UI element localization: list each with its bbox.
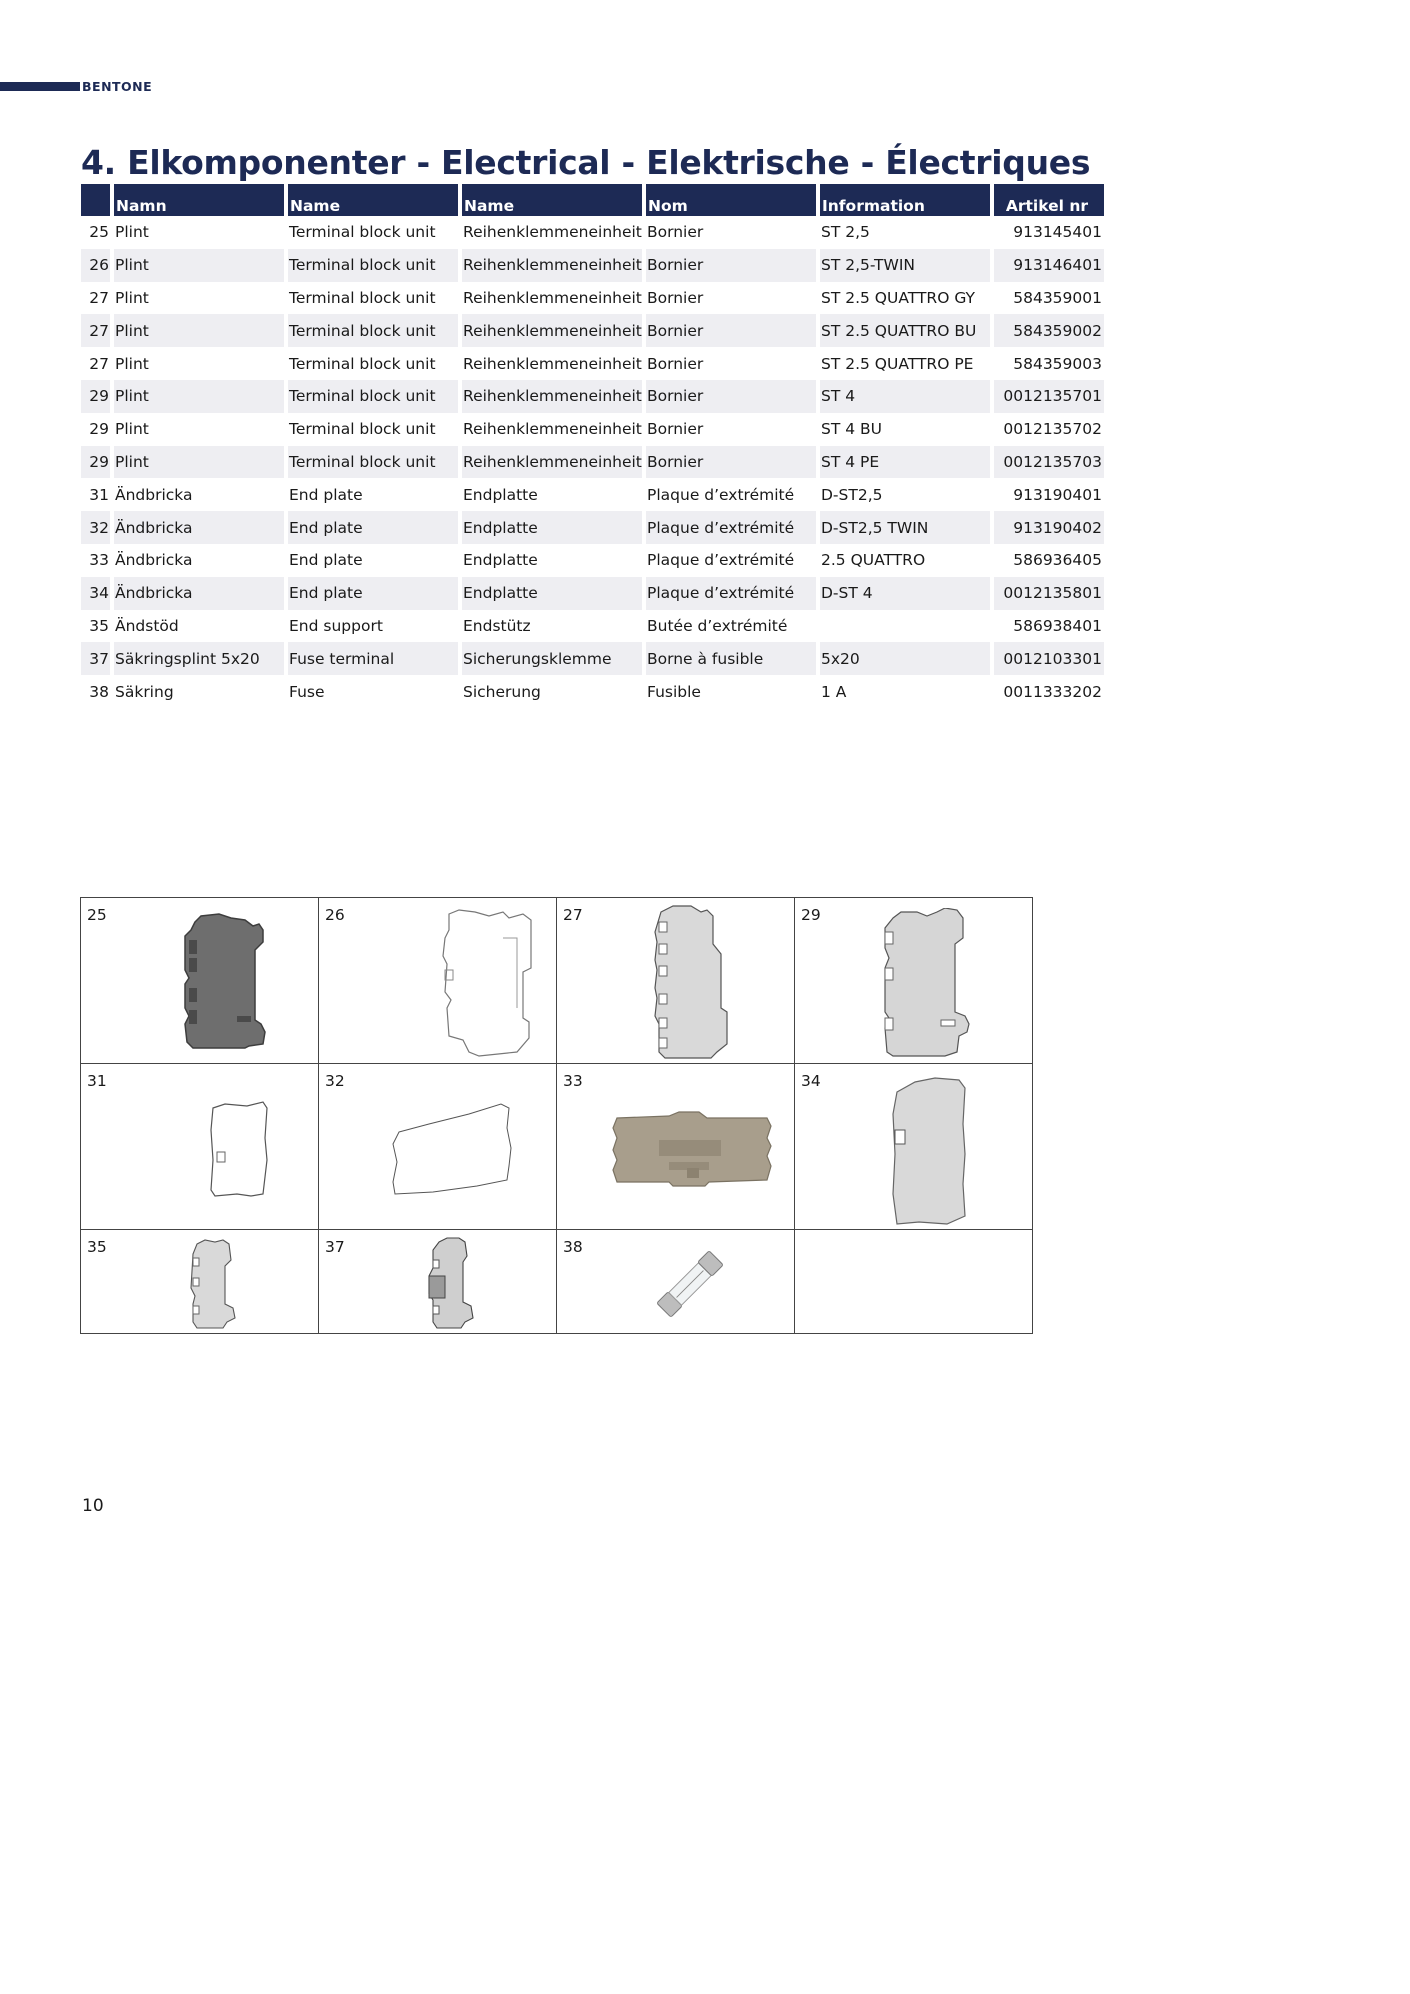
cell-col-nom: Bornier <box>646 446 816 479</box>
cell-col-nom: Bornier <box>647 288 704 307</box>
cell-col-name-en: End plate <box>288 577 458 610</box>
table-row <box>81 413 1104 446</box>
cell-label: 29 <box>801 906 821 924</box>
cell-col-artikel-nr: 586938401 <box>1013 616 1102 635</box>
terminal-block-quattro-icon <box>651 904 731 1060</box>
cell-col-name-de: Sicherungsklemme <box>462 642 642 675</box>
cell-col-nom: Fusible <box>647 682 701 701</box>
cell-col-artikel-nr: 584359003 <box>1013 354 1102 373</box>
cell-col-namn: Ändbricka <box>115 485 193 504</box>
cell-col-name-en: Terminal block unit <box>288 314 458 347</box>
cell-col-number: 38 <box>89 682 109 701</box>
table-body <box>81 216 1104 708</box>
parts-table <box>77 184 1108 708</box>
image-cell <box>319 1230 557 1334</box>
cell-col-name-de: Reihenklemmeneinheit <box>462 249 642 282</box>
cell-col-number: 33 <box>89 551 109 570</box>
cell-col-information: ST 2,5-TWIN <box>820 249 990 282</box>
table-row <box>81 314 1104 347</box>
image-cell <box>81 1064 319 1230</box>
cell-col-number: 31 <box>89 485 109 504</box>
brand-name: BENTONE <box>82 79 153 94</box>
cell-col-namn: Ändbricka <box>114 577 284 610</box>
cell-col-information: ST 2.5 QUATTRO BU <box>820 314 990 347</box>
image-cell <box>795 898 1033 1064</box>
cell-col-information: ST 2.5 QUATTRO GY <box>821 288 976 307</box>
header-col-name-en: Name <box>288 184 458 216</box>
cell-label: 38 <box>563 1238 583 1256</box>
table-row <box>81 249 1104 282</box>
cell-col-artikel-nr: 0012103301 <box>994 642 1104 675</box>
cell-col-number: 35 <box>89 616 109 635</box>
cell-col-name-de: Reihenklemmeneinheit <box>463 288 642 307</box>
cell-col-name-de: Reihenklemmeneinheit <box>463 223 642 242</box>
terminal-block-dark-icon <box>179 912 271 1052</box>
cell-col-name-de: Reihenklemmeneinheit <box>462 446 642 479</box>
cell-col-nom: Plaque d’extrémité <box>646 577 816 610</box>
cell-col-number: 29 <box>81 380 110 413</box>
cell-col-namn: Ändbricka <box>115 551 193 570</box>
table-row <box>81 216 1104 249</box>
table-row <box>81 642 1104 675</box>
cell-col-name-de: Endstütz <box>463 616 531 635</box>
cell-col-name-en: Fuse terminal <box>288 642 458 675</box>
header-col-nom: Nom <box>646 184 816 216</box>
end-plate-outline-icon <box>207 1100 271 1200</box>
cell-col-nom: Butée d’extrémité <box>647 616 788 635</box>
terminal-block-st4-icon <box>879 908 975 1058</box>
cell-col-name-en: Fuse <box>289 682 325 701</box>
cell-col-name-de: Endplatte <box>463 551 538 570</box>
end-plate-quattro-icon <box>609 1110 775 1188</box>
image-cell <box>557 1230 795 1334</box>
cell-col-artikel-nr: 913190401 <box>1013 485 1102 504</box>
cell-col-number: 29 <box>89 420 109 439</box>
cell-col-information: D-ST2,5 TWIN <box>820 511 990 544</box>
image-cell <box>319 898 557 1064</box>
cell-col-name-en: End plate <box>289 485 363 504</box>
cell-col-namn: Ändstöd <box>115 616 179 635</box>
end-plate-st4-icon <box>889 1074 969 1226</box>
cell-col-number: 26 <box>81 249 110 282</box>
header-col-information: Information <box>820 184 990 216</box>
cell-col-nom: Bornier <box>646 314 816 347</box>
cell-col-name-en: Terminal block unit <box>289 223 436 242</box>
cell-col-nom: Bornier <box>647 223 704 242</box>
cell-col-artikel-nr: 0012135702 <box>1003 420 1102 439</box>
cell-col-nom: Bornier <box>647 420 704 439</box>
cell-col-nom: Bornier <box>647 354 704 373</box>
cell-col-nom: Plaque d’extrémité <box>647 485 795 504</box>
table-row <box>81 675 1104 708</box>
cell-col-namn: Plint <box>115 223 149 242</box>
cell-col-name-en: End support <box>289 616 383 635</box>
cell-label: 25 <box>87 906 107 924</box>
cell-col-namn: Plint <box>115 354 149 373</box>
cell-col-namn: Plint <box>115 420 149 439</box>
cell-col-name-en: End plate <box>288 511 458 544</box>
cell-col-artikel-nr: 0011333202 <box>1003 682 1102 701</box>
table-row <box>81 478 1104 511</box>
cell-col-nom: Bornier <box>646 249 816 282</box>
cell-col-number: 32 <box>81 511 110 544</box>
table-row <box>81 577 1104 610</box>
cell-label: 26 <box>325 906 345 924</box>
header-col-number <box>81 184 110 216</box>
cell-label: 33 <box>563 1072 583 1090</box>
fuse-terminal-icon <box>425 1236 485 1330</box>
cell-col-namn: Plint <box>114 314 284 347</box>
cell-label: 32 <box>325 1072 345 1090</box>
page-number: 10 <box>82 1496 104 1516</box>
cell-col-name-de: Reihenklemmeneinheit <box>462 314 642 347</box>
cell-col-namn: Plint <box>114 249 284 282</box>
cell-col-information: D-ST2,5 <box>821 485 883 504</box>
terminal-block-outline-icon <box>439 908 559 1058</box>
cell-col-nom: Bornier <box>646 380 816 413</box>
cell-col-name-de: Reihenklemmeneinheit <box>463 354 642 373</box>
header-col-name-de: Name <box>462 184 642 216</box>
cell-col-artikel-nr: 584359002 <box>994 314 1104 347</box>
cell-col-namn: Plint <box>114 380 284 413</box>
cell-col-nom: Borne à fusible <box>646 642 816 675</box>
cell-col-name-en: Terminal block unit <box>288 249 458 282</box>
cell-col-information: ST 2.5 QUATTRO PE <box>821 354 974 373</box>
brand-bar <box>0 82 80 91</box>
cell-col-name-en: Terminal block unit <box>289 288 436 307</box>
cell-col-name-en: End plate <box>289 551 363 570</box>
cell-col-information: D-ST 4 <box>820 577 990 610</box>
cell-col-nom: Plaque d’extrémité <box>646 511 816 544</box>
header-col-artikel-nr: Artikel nr <box>994 184 1104 216</box>
cell-col-namn: Säkring <box>115 682 174 701</box>
table-row <box>81 282 1104 315</box>
image-cell <box>795 1064 1033 1230</box>
table-row <box>81 544 1104 577</box>
cell-col-information: ST 4 PE <box>820 446 990 479</box>
cell-col-number: 27 <box>81 314 110 347</box>
cell-col-artikel-nr: 586936405 <box>1013 551 1102 570</box>
cell-col-name-en: Terminal block unit <box>288 446 458 479</box>
parts-image-grid <box>80 897 1033 1334</box>
cell-col-artikel-nr: 0012135701 <box>994 380 1104 413</box>
cell-label: 27 <box>563 906 583 924</box>
cell-col-artikel-nr: 913190402 <box>994 511 1104 544</box>
cell-col-information: ST 2,5 <box>821 223 870 242</box>
glass-fuse-icon <box>647 1242 733 1326</box>
cell-col-number: 34 <box>81 577 110 610</box>
page-title: 4. Elkomponenter - Electrical - Elektrische - Électriques <box>81 143 1091 182</box>
image-cell-empty <box>795 1230 1033 1334</box>
table-row <box>81 347 1104 380</box>
table-row <box>81 380 1104 413</box>
cell-col-information: 2.5 QUATTRO <box>821 551 926 570</box>
table-row <box>81 446 1104 479</box>
table-row <box>81 610 1104 643</box>
cell-col-name-de: Endplatte <box>462 511 642 544</box>
cell-col-information: ST 4 <box>820 380 990 413</box>
cell-col-artikel-nr: 584359001 <box>1013 288 1102 307</box>
cell-col-name-de: Sicherung <box>463 682 541 701</box>
cell-col-artikel-nr: 913146401 <box>994 249 1104 282</box>
cell-col-name-de: Reihenklemmeneinheit <box>462 380 642 413</box>
cell-col-information: 1 A <box>821 682 847 701</box>
end-support-icon <box>187 1238 247 1330</box>
cell-col-namn: Plint <box>115 288 149 307</box>
image-cell <box>319 1064 557 1230</box>
cell-col-namn: Plint <box>114 446 284 479</box>
cell-label: 34 <box>801 1072 821 1090</box>
cell-col-name-en: Terminal block unit <box>288 380 458 413</box>
cell-col-information <box>820 610 990 643</box>
cell-col-name-de: Endplatte <box>462 577 642 610</box>
cell-col-number: 25 <box>89 223 109 242</box>
end-plate-angled-icon <box>389 1098 517 1198</box>
cell-col-artikel-nr: 913145401 <box>1013 223 1102 242</box>
cell-label: 31 <box>87 1072 107 1090</box>
cell-col-number: 27 <box>89 288 109 307</box>
table-header-row <box>81 184 1104 216</box>
cell-col-name-de: Reihenklemmeneinheit <box>463 420 642 439</box>
table-row <box>81 511 1104 544</box>
cell-col-artikel-nr: 0012135801 <box>994 577 1104 610</box>
cell-col-name-en: Terminal block unit <box>289 420 436 439</box>
cell-col-number: 37 <box>81 642 110 675</box>
cell-col-nom: Plaque d’extrémité <box>647 551 795 570</box>
cell-col-information: 5x20 <box>820 642 990 675</box>
image-cell <box>81 898 319 1064</box>
cell-col-artikel-nr: 0012135703 <box>994 446 1104 479</box>
cell-label: 37 <box>325 1238 345 1256</box>
cell-col-namn: Säkringsplint 5x20 <box>114 642 284 675</box>
cell-col-name-en: Terminal block unit <box>289 354 436 373</box>
cell-col-number: 29 <box>81 446 110 479</box>
cell-label: 35 <box>87 1238 107 1256</box>
cell-col-number: 27 <box>89 354 109 373</box>
header-col-namn: Namn <box>114 184 284 216</box>
cell-col-namn: Ändbricka <box>114 511 284 544</box>
image-cell <box>557 898 795 1064</box>
cell-col-name-de: Endplatte <box>463 485 538 504</box>
cell-col-information: ST 4 BU <box>821 420 883 439</box>
image-cell <box>81 1230 319 1334</box>
image-cell <box>557 1064 795 1230</box>
